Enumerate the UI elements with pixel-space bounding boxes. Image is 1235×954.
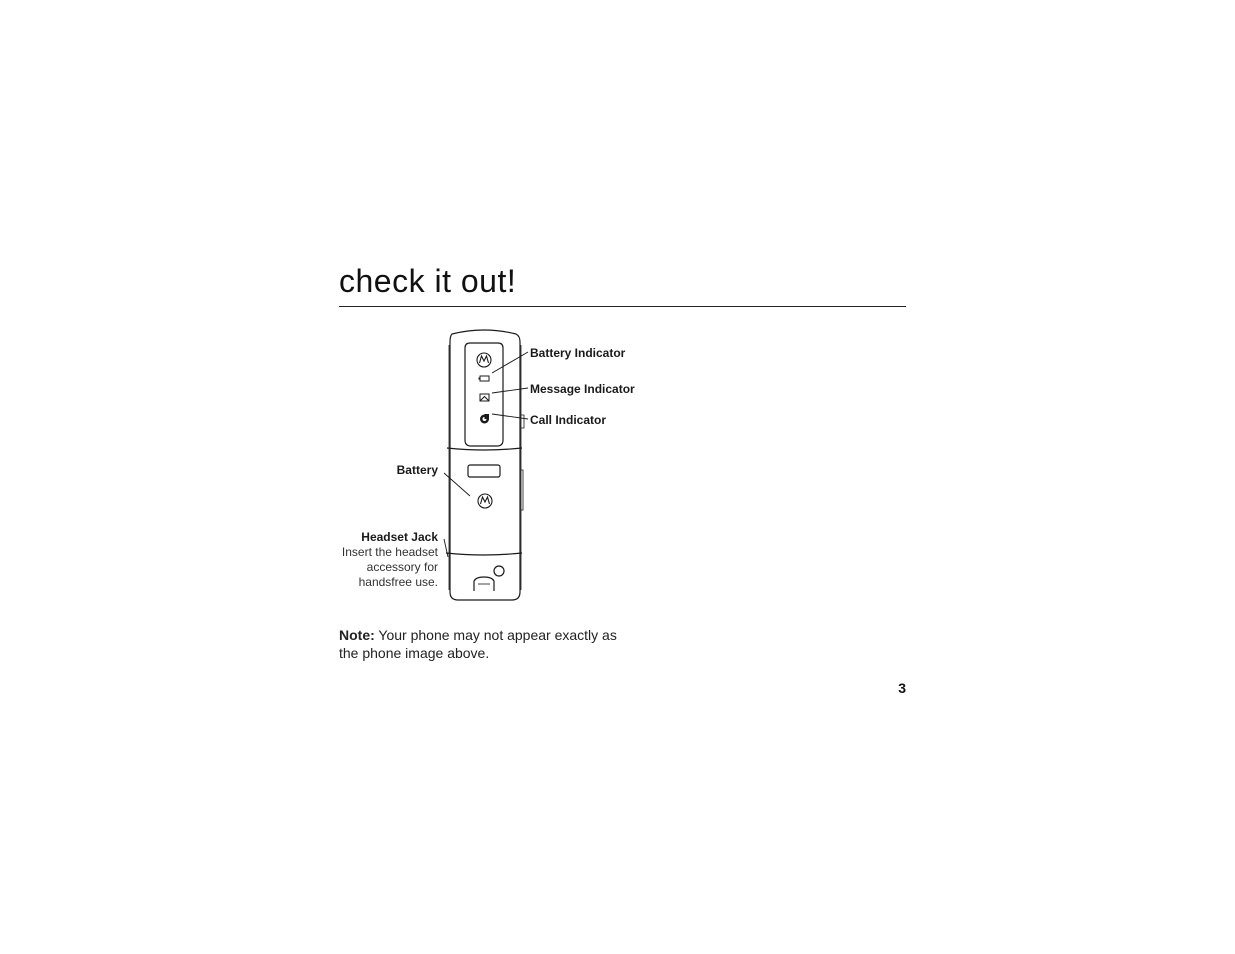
callout-call-indicator: Call Indicator [530, 413, 607, 427]
note-text: Your phone may not appear exactly as the phone image above. [339, 627, 617, 661]
title-divider [339, 306, 906, 307]
call-indicator-icon [480, 414, 489, 424]
leader-battery-indicator [492, 352, 528, 373]
page-title: check it out! [339, 263, 517, 299]
headset-jack-icon [494, 566, 504, 576]
leader-headset-jack [444, 539, 448, 557]
note-paragraph [339, 626, 619, 662]
callout-message-indicator: Message Indicator [530, 382, 635, 396]
note-label: Note: [339, 627, 375, 643]
top-logo-icon [477, 353, 491, 367]
callout-battery: Battery [396, 463, 438, 477]
battery-slot [468, 465, 500, 477]
leader-message-indicator [492, 388, 528, 393]
battery-indicator-icon [480, 376, 489, 381]
message-indicator-icon [480, 394, 489, 401]
battery-logo-icon [478, 494, 492, 508]
callout-battery-indicator: Battery Indicator [530, 346, 626, 360]
page-number: 3 [898, 680, 906, 696]
callout-headset-jack-description: Insert the headset accessory for handsfree use. [341, 545, 438, 589]
callout-headset-jack: Headset Jack [361, 530, 438, 544]
leader-battery [444, 473, 470, 496]
